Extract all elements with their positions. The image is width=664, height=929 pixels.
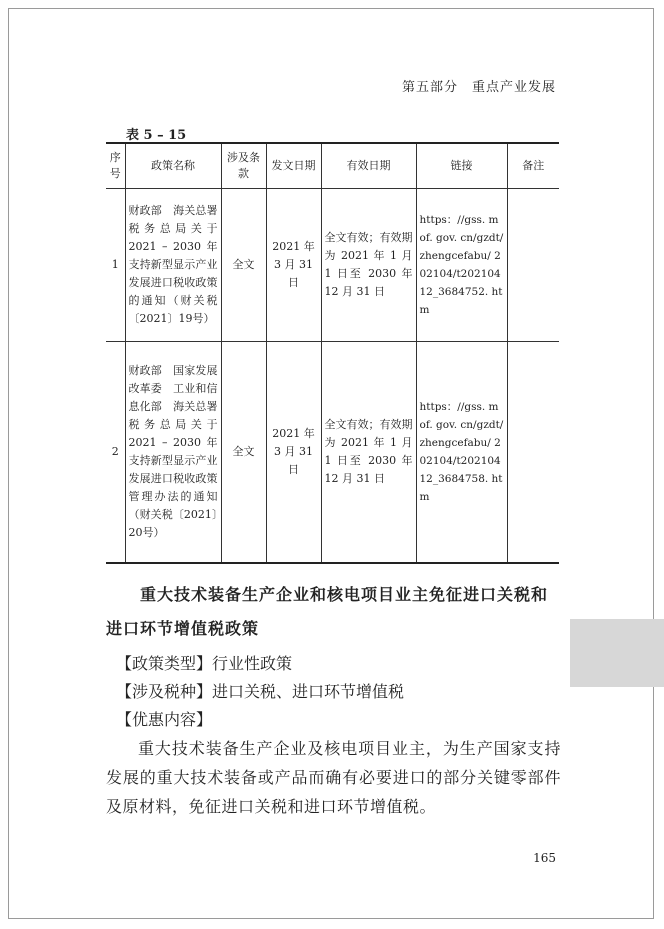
col-header-no: 序号 [106,143,125,189]
cell-valid-date: 全文有效；有效期为 2021 年 1 月 1 日至 2030 年 12 月 31 日 [321,189,416,342]
table-header-row [106,143,559,189]
benefit-label: 【优惠内容】 [116,710,213,729]
col-header-remark: 备注 [507,143,559,189]
page-number: 165 [533,851,556,865]
cell-remark [507,189,559,342]
cell-no: 1 [106,189,125,342]
benefit-paragraph: 重大技术装备生产企业及核电项目业主，为生产国家支持发展的重大技术装备或产品而确有必要进口的部分关键零部件及原材料，免征进口关税和进口环节增值税。 [106,739,561,816]
running-head: 第五部分 重点产业发展 [401,80,556,95]
cell-clause: 全文 [221,342,266,564]
cell-policy-name: 财政部 国家发展改革委 工业和信息化部 海关总署 税务总局关于 2021 – 2030 年支持新型显示产业发展进口税收政策管理办法的通知（财关税〔2021〕20号） [125,342,221,564]
col-header-link: 链接 [416,143,507,189]
cell-clause: 全文 [221,189,266,342]
col-header-valid: 有效日期 [321,143,416,189]
cell-policy-name: 财政部 海关总署 税务总局关于 2021 – 2030 年支持新型显示产业发展进口税收政策的通知（财关税〔2021〕19号） [125,189,221,342]
col-header-issue-date: 发文日期 [266,143,321,189]
table-caption: 表 5 – 15 [126,128,187,143]
table-row [106,342,559,564]
cell-remark [507,342,559,564]
table-row [106,189,559,342]
col-header-clause: 涉及条款 [221,143,266,189]
cell-issue-date: 2021 年 3 月 31 日 [266,342,321,564]
policy-table [106,142,559,564]
section-title: 重大技术装备生产企业和核电项目业主免征进口关税和进口环节增值税政策 [106,585,549,638]
cell-link[interactable]: https：//gss. mof. gov. cn/gzdt/ zhengcefabu/ 202104/t202104 12_3684758. htm [416,342,507,564]
cell-valid-date: 全文有效；有效期为 2021 年 1 月 1 日至 2030 年 12 月 31 日 [321,342,416,564]
cell-link[interactable]: https：//gss. mof. gov. cn/gzdt/ zhengcefabu/ 202104/t202104 12_3684752. htm [416,189,507,342]
thumb-index-tab [570,619,664,687]
cell-no: 2 [106,342,125,564]
cell-issue-date: 2021 年 3 月 31 日 [266,189,321,342]
col-header-name: 政策名称 [125,143,221,189]
section-body [106,650,561,821]
tax-types: 【涉及税种】进口关税、进口环节增值税 [116,682,405,701]
policy-type: 【政策类型】行业性政策 [116,654,293,673]
